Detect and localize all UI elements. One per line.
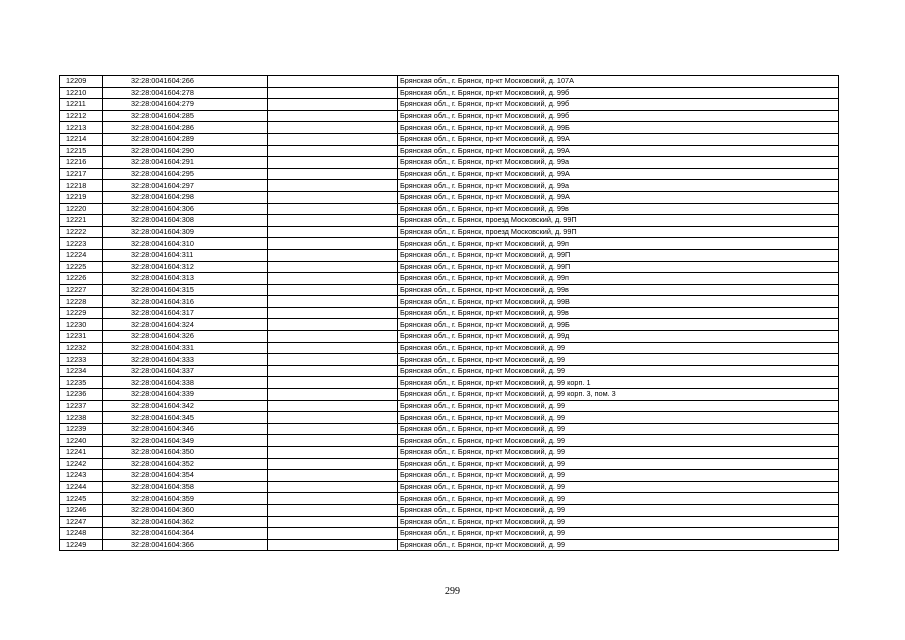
address-cell: Брянская обл., г. Брянск, пр-кт Московский, д. 99 корп. 3, пом. 3	[398, 389, 839, 401]
empty-cell	[268, 377, 398, 389]
empty-cell	[268, 354, 398, 366]
address-cell: Брянская обл., г. Брянск, пр-кт Московский, д. 99	[398, 470, 839, 482]
table-row	[60, 331, 839, 343]
address-cell: Брянская обл., г. Брянск, пр-кт Московский, д. 99А	[398, 168, 839, 180]
address-cell: Брянская обл., г. Брянск, пр-кт Московский, д. 99П	[398, 249, 839, 261]
empty-cell	[268, 145, 398, 157]
address-cell: Брянская обл., г. Брянск, пр-кт Московский, д. 99п	[398, 273, 839, 285]
cadastral-number-cell: 32:28:0041604:312	[103, 261, 268, 273]
empty-cell	[268, 273, 398, 285]
address-cell: Брянская обл., г. Брянск, пр-кт Московский, д. 99	[398, 539, 839, 551]
empty-cell	[268, 412, 398, 424]
address-cell: Брянская обл., г. Брянск, пр-кт Московский, д. 99	[398, 342, 839, 354]
address-cell: Брянская обл., г. Брянск, пр-кт Московский, д. 99В	[398, 296, 839, 308]
empty-cell	[268, 504, 398, 516]
empty-cell	[268, 516, 398, 528]
address-cell: Брянская обл., г. Брянск, пр-кт Московский, д. 99б	[398, 87, 839, 99]
empty-cell	[268, 180, 398, 192]
address-cell: Брянская обл., г. Брянск, пр-кт Московский, д. 99П	[398, 261, 839, 273]
cadastral-number-cell: 32:28:0041604:279	[103, 99, 268, 111]
table-row	[60, 307, 839, 319]
table-row	[60, 400, 839, 412]
table-row	[60, 504, 839, 516]
cadastral-number-cell: 32:28:0041604:291	[103, 157, 268, 169]
table-row	[60, 273, 839, 285]
address-cell: Брянская обл., г. Брянск, пр-кт Московский, д. 99б	[398, 110, 839, 122]
cadastral-number-cell: 32:28:0041604:360	[103, 504, 268, 516]
address-cell: Брянская обл., г. Брянск, пр-кт Московский, д. 99	[398, 528, 839, 540]
table-row	[60, 412, 839, 424]
table-row	[60, 319, 839, 331]
cadastral-number-cell: 32:28:0041604:346	[103, 423, 268, 435]
table-row	[60, 76, 839, 88]
table-row	[60, 284, 839, 296]
table-row	[60, 377, 839, 389]
cadastral-number-cell: 32:28:0041604:338	[103, 377, 268, 389]
address-cell: Брянская обл., г. Брянск, пр-кт Московский, д. 99	[398, 447, 839, 459]
empty-cell	[268, 238, 398, 250]
row-number-cell: 12218	[60, 180, 103, 192]
address-cell: Брянская обл., г. Брянск, пр-кт Московский, д. 99А	[398, 145, 839, 157]
address-cell: Брянская обл., г. Брянск, пр-кт Московский, д. 99д	[398, 331, 839, 343]
table-row	[60, 180, 839, 192]
table-row	[60, 99, 839, 111]
table-row	[60, 493, 839, 505]
empty-cell	[268, 447, 398, 459]
table-row	[60, 168, 839, 180]
address-cell: Брянская обл., г. Брянск, пр-кт Московский, д. 99	[398, 354, 839, 366]
address-cell: Брянская обл., г. Брянск, пр-кт Московский, д. 99а	[398, 180, 839, 192]
table-row	[60, 423, 839, 435]
cadastral-number-cell: 32:28:0041604:310	[103, 238, 268, 250]
row-number-cell: 12226	[60, 273, 103, 285]
table-row	[60, 122, 839, 134]
empty-cell	[268, 110, 398, 122]
cadastral-number-cell: 32:28:0041604:349	[103, 435, 268, 447]
row-number-cell: 12211	[60, 99, 103, 111]
cadastral-number-cell: 32:28:0041604:337	[103, 365, 268, 377]
empty-cell	[268, 76, 398, 88]
cadastral-number-cell: 32:28:0041604:289	[103, 133, 268, 145]
row-number-cell: 12228	[60, 296, 103, 308]
page-number: 299	[445, 586, 460, 597]
row-number-cell: 12242	[60, 458, 103, 470]
address-cell: Брянская обл., г. Брянск, пр-кт Московский, д. 99	[398, 481, 839, 493]
empty-cell	[268, 470, 398, 482]
address-cell: Брянская обл., г. Брянск, пр-кт Московский, д. 99	[398, 435, 839, 447]
cadastral-number-cell: 32:28:0041604:286	[103, 122, 268, 134]
cadastral-number-cell: 32:28:0041604:324	[103, 319, 268, 331]
empty-cell	[268, 296, 398, 308]
empty-cell	[268, 249, 398, 261]
row-number-cell: 12235	[60, 377, 103, 389]
empty-cell	[268, 365, 398, 377]
empty-cell	[268, 493, 398, 505]
empty-cell	[268, 133, 398, 145]
cadastral-number-cell: 32:28:0041604:316	[103, 296, 268, 308]
address-cell: Брянская обл., г. Брянск, пр-кт Московский, д. 99в	[398, 203, 839, 215]
cadastral-number-cell: 32:28:0041604:333	[103, 354, 268, 366]
table-row	[60, 365, 839, 377]
address-cell: Брянская обл., г. Брянск, пр-кт Московский, д. 99	[398, 400, 839, 412]
table-row	[60, 354, 839, 366]
row-number-cell: 12221	[60, 215, 103, 227]
empty-cell	[268, 215, 398, 227]
table-row	[60, 226, 839, 238]
row-number-cell: 12237	[60, 400, 103, 412]
empty-cell	[268, 261, 398, 273]
row-number-cell: 12209	[60, 76, 103, 88]
address-cell: Брянская обл., г. Брянск, пр-кт Московский, д. 107А	[398, 76, 839, 88]
row-number-cell: 12210	[60, 87, 103, 99]
empty-cell	[268, 481, 398, 493]
empty-cell	[268, 87, 398, 99]
cadastral-number-cell: 32:28:0041604:306	[103, 203, 268, 215]
row-number-cell: 12219	[60, 191, 103, 203]
table-row	[60, 296, 839, 308]
address-cell: Брянская обл., г. Брянск, пр-кт Московский, д. 99 корп. 1	[398, 377, 839, 389]
cadastral-number-cell: 32:28:0041604:354	[103, 470, 268, 482]
cadastral-number-cell: 32:28:0041604:331	[103, 342, 268, 354]
cadastral-number-cell: 32:28:0041604:311	[103, 249, 268, 261]
empty-cell	[268, 203, 398, 215]
address-cell: Брянская обл., г. Брянск, проезд Московский, д. 99П	[398, 215, 839, 227]
empty-cell	[268, 122, 398, 134]
empty-cell	[268, 331, 398, 343]
cadastral-number-cell: 32:28:0041604:313	[103, 273, 268, 285]
table-row	[60, 342, 839, 354]
table-row	[60, 215, 839, 227]
cadastral-number-cell: 32:28:0041604:266	[103, 76, 268, 88]
table-row	[60, 470, 839, 482]
cadastral-number-cell: 32:28:0041604:278	[103, 87, 268, 99]
table-row	[60, 238, 839, 250]
cadastral-number-cell: 32:28:0041604:350	[103, 447, 268, 459]
registry-table-body	[60, 76, 839, 551]
table-row	[60, 157, 839, 169]
table-row	[60, 481, 839, 493]
cadastral-number-cell: 32:28:0041604:290	[103, 145, 268, 157]
cadastral-number-cell: 32:28:0041604:352	[103, 458, 268, 470]
table-row	[60, 261, 839, 273]
cadastral-number-cell: 32:28:0041604:358	[103, 481, 268, 493]
row-number-cell: 12246	[60, 504, 103, 516]
row-number-cell: 12233	[60, 354, 103, 366]
cadastral-number-cell: 32:28:0041604:315	[103, 284, 268, 296]
empty-cell	[268, 307, 398, 319]
cadastral-number-cell: 32:28:0041604:345	[103, 412, 268, 424]
address-cell: Брянская обл., г. Брянск, пр-кт Московский, д. 99б	[398, 99, 839, 111]
row-number-cell: 12224	[60, 249, 103, 261]
cadastral-number-cell: 32:28:0041604:364	[103, 528, 268, 540]
row-number-cell: 12222	[60, 226, 103, 238]
row-number-cell: 12220	[60, 203, 103, 215]
cadastral-number-cell: 32:28:0041604:297	[103, 180, 268, 192]
address-cell: Брянская обл., г. Брянск, пр-кт Московский, д. 99в	[398, 284, 839, 296]
cadastral-number-cell: 32:28:0041604:366	[103, 539, 268, 551]
row-number-cell: 12248	[60, 528, 103, 540]
table-row	[60, 447, 839, 459]
table-row	[60, 389, 839, 401]
row-number-cell: 12223	[60, 238, 103, 250]
empty-cell	[268, 389, 398, 401]
cadastral-number-cell: 32:28:0041604:308	[103, 215, 268, 227]
row-number-cell: 12247	[60, 516, 103, 528]
cadastral-number-cell: 32:28:0041604:285	[103, 110, 268, 122]
cadastral-number-cell: 32:28:0041604:326	[103, 331, 268, 343]
row-number-cell: 12234	[60, 365, 103, 377]
row-number-cell: 12236	[60, 389, 103, 401]
row-number-cell: 12213	[60, 122, 103, 134]
table-row	[60, 539, 839, 551]
address-cell: Брянская обл., г. Брянск, пр-кт Московский, д. 99	[398, 365, 839, 377]
row-number-cell: 12215	[60, 145, 103, 157]
table-row	[60, 516, 839, 528]
address-cell: Брянская обл., г. Брянск, пр-кт Московский, д. 99	[398, 493, 839, 505]
empty-cell	[268, 423, 398, 435]
cadastral-number-cell: 32:28:0041604:298	[103, 191, 268, 203]
cadastral-number-cell: 32:28:0041604:309	[103, 226, 268, 238]
row-number-cell: 12245	[60, 493, 103, 505]
table-row	[60, 145, 839, 157]
row-number-cell: 12239	[60, 423, 103, 435]
empty-cell	[268, 528, 398, 540]
row-number-cell: 12238	[60, 412, 103, 424]
address-cell: Брянская обл., г. Брянск, пр-кт Московский, д. 99а	[398, 157, 839, 169]
table-row	[60, 110, 839, 122]
address-cell: Брянская обл., г. Брянск, пр-кт Московский, д. 99	[398, 516, 839, 528]
address-cell: Брянская обл., г. Брянск, пр-кт Московский, д. 99	[398, 504, 839, 516]
table-row	[60, 435, 839, 447]
row-number-cell: 12217	[60, 168, 103, 180]
empty-cell	[268, 168, 398, 180]
address-cell: Брянская обл., г. Брянск, проезд Московский, д. 99П	[398, 226, 839, 238]
address-cell: Брянская обл., г. Брянск, пр-кт Московский, д. 99п	[398, 238, 839, 250]
empty-cell	[268, 319, 398, 331]
empty-cell	[268, 458, 398, 470]
row-number-cell: 12225	[60, 261, 103, 273]
row-number-cell: 12243	[60, 470, 103, 482]
cadastral-number-cell: 32:28:0041604:295	[103, 168, 268, 180]
row-number-cell: 12227	[60, 284, 103, 296]
row-number-cell: 12231	[60, 331, 103, 343]
empty-cell	[268, 400, 398, 412]
row-number-cell: 12216	[60, 157, 103, 169]
row-number-cell: 12240	[60, 435, 103, 447]
address-cell: Брянская обл., г. Брянск, пр-кт Московский, д. 99	[398, 458, 839, 470]
cadastral-number-cell: 32:28:0041604:359	[103, 493, 268, 505]
table-row	[60, 458, 839, 470]
empty-cell	[268, 99, 398, 111]
row-number-cell: 12214	[60, 133, 103, 145]
cadastral-number-cell: 32:28:0041604:339	[103, 389, 268, 401]
table-row	[60, 87, 839, 99]
table-row	[60, 203, 839, 215]
address-cell: Брянская обл., г. Брянск, пр-кт Московский, д. 99Б	[398, 122, 839, 134]
row-number-cell: 12212	[60, 110, 103, 122]
address-cell: Брянская обл., г. Брянск, пр-кт Московский, д. 99	[398, 412, 839, 424]
table-row	[60, 133, 839, 145]
property-registry-table	[59, 75, 839, 551]
empty-cell	[268, 226, 398, 238]
empty-cell	[268, 342, 398, 354]
empty-cell	[268, 191, 398, 203]
cadastral-number-cell: 32:28:0041604:362	[103, 516, 268, 528]
table-row	[60, 249, 839, 261]
address-cell: Брянская обл., г. Брянск, пр-кт Московский, д. 99А	[398, 191, 839, 203]
empty-cell	[268, 435, 398, 447]
address-cell: Брянская обл., г. Брянск, пр-кт Московский, д. 99Б	[398, 319, 839, 331]
address-cell: Брянская обл., г. Брянск, пр-кт Московский, д. 99	[398, 423, 839, 435]
row-number-cell: 12230	[60, 319, 103, 331]
table-row	[60, 191, 839, 203]
empty-cell	[268, 157, 398, 169]
row-number-cell: 12249	[60, 539, 103, 551]
empty-cell	[268, 539, 398, 551]
row-number-cell: 12241	[60, 447, 103, 459]
empty-cell	[268, 284, 398, 296]
address-cell: Брянская обл., г. Брянск, пр-кт Московский, д. 99в	[398, 307, 839, 319]
address-cell: Брянская обл., г. Брянск, пр-кт Московский, д. 99А	[398, 133, 839, 145]
row-number-cell: 12244	[60, 481, 103, 493]
cadastral-number-cell: 32:28:0041604:342	[103, 400, 268, 412]
table-row	[60, 528, 839, 540]
row-number-cell: 12229	[60, 307, 103, 319]
cadastral-number-cell: 32:28:0041604:317	[103, 307, 268, 319]
row-number-cell: 12232	[60, 342, 103, 354]
